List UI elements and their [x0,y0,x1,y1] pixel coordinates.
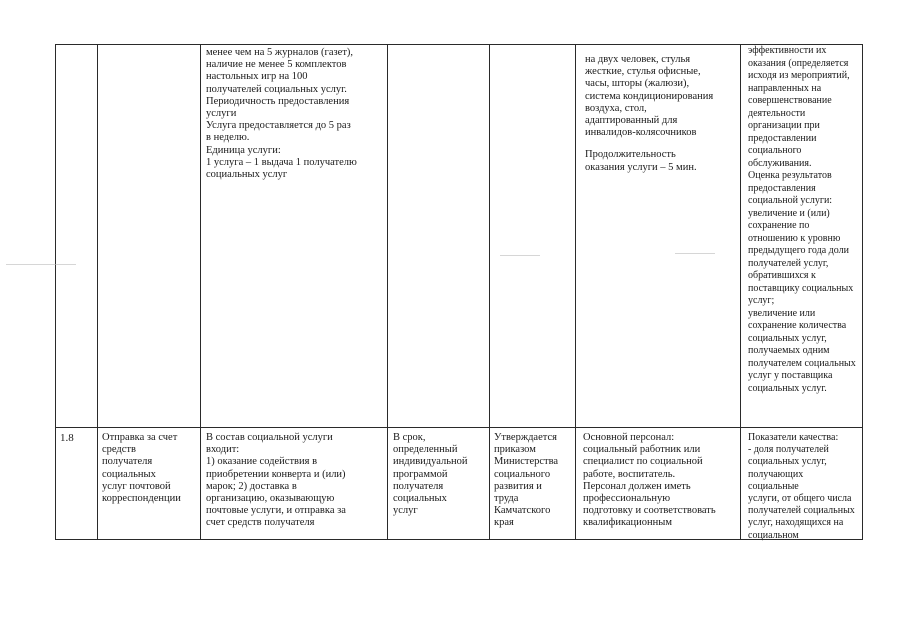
cell-line: обслуживания. [748,157,812,169]
staff-requirements-cell [583,432,736,530]
cell-line: Отправка за счет [102,432,178,443]
cell-line: социальных услуг. [748,382,827,394]
cell-line: услуги [206,108,237,120]
cell-line: 1) оказание содействия в [206,456,318,468]
cell-line: направленных на [748,82,822,94]
cell-line: предыдущего года доли [748,245,849,256]
cell-line: Утверждается [494,432,557,443]
cell-line: менее чем на 5 журналов (газет), [206,47,354,58]
cell-line: получающих социальные [748,468,804,492]
col-line-6 [740,44,741,540]
cell-line: эффективности их [748,45,827,56]
cell-line: Основной персонал: [583,432,675,443]
cell-line: услуг [393,505,418,517]
cell-line: предоставлении [748,132,817,144]
cell-line: подготовку и соответствовать [583,505,716,517]
col-line-3 [387,44,388,540]
col-line-4 [489,44,490,540]
cell-line: квалификационным [583,517,672,529]
cell-line: средств [102,444,136,456]
cell-line: получателей услуг, [748,257,829,269]
cell-line: получателей социальных услуг. [206,83,347,95]
cell-line: определенный [393,444,458,456]
top-row-periodicity-cell [206,47,382,181]
cell-line: в неделю. [206,132,250,144]
scan-smudge [6,264,76,265]
cell-line: социальных [102,468,156,480]
cell-line: социального [748,145,802,156]
cell-line: предоставления [748,182,816,194]
cell-line: В срок, [393,432,426,443]
cell-line: почтовые услуги, и отправка за [206,505,346,517]
cell-line: Продолжительность [585,149,676,161]
cell-line: сохранение по [748,220,810,231]
cell-line: адаптированный для [585,115,678,127]
top-row-equipment-cell [585,54,735,174]
cell-line: социальных [393,493,447,505]
cell-line: социальном [748,529,799,541]
cell-line: услуг почтовой [102,480,171,492]
cell-line: Периодичность предоставления [206,95,350,107]
cell-line: приказом [494,444,536,456]
quality-indicators-cell [748,432,856,542]
cell-line: Единица услуги: [206,144,281,156]
service-name-cell [102,432,196,505]
cell-line: услуг; [748,295,775,306]
cell-line: - доля получателей [748,444,829,456]
cell-line: система кондиционирования [585,90,714,102]
service-term-cell [393,432,485,517]
cell-line: социальной услуги: [748,195,833,206]
cell-line: Персонал должен иметь [583,480,691,492]
cell-line: социальных услуг, [748,456,827,468]
cell-line: социального [494,468,551,480]
cell-line: профессиональную [583,493,671,505]
cell-line: получателя [102,456,153,468]
cell-line: 1 услуга – 1 выдача 1 получателю [206,156,357,168]
cell-line: увеличение или [748,307,816,319]
cell-line: услуг, находящихся на [748,517,844,529]
col-line-0 [55,44,56,540]
cell-line: услуг у поставщика [748,370,833,381]
cell-line: часы, шторы (жалюзи), [585,78,690,90]
cell-line: совершенствование [748,95,832,106]
col-line-7 [862,44,863,540]
cell-line: на двух человек, стулья [585,54,691,65]
cell-line: оказания (определяется [748,57,849,69]
col-line-1 [97,44,98,540]
cell-line: индивидуальной [393,456,468,468]
cell-line: настольных игр на 100 [206,71,308,83]
cell-line: получателя [393,480,444,492]
cell-line: обратившихся к [748,270,816,281]
scan-smudge [500,255,540,256]
cell-line: организацию, оказывающую [206,493,335,505]
service-scope-cell [206,432,382,530]
tariff-cell [494,432,572,530]
col-line-2 [200,44,201,540]
top-row-evaluation-cell [748,45,856,395]
cell-line: социальных услуг [206,169,288,181]
cell-line: входит: [206,444,240,456]
cell-line: приобретении конверта и (или) [206,468,346,480]
row-number: 1.8 [60,432,74,444]
cell-line: Услуга предоставляется до 5 раз [206,120,351,132]
cell-line: края [494,517,514,529]
cell-line: наличие не менее 5 комплектов [206,59,347,71]
cell-line: воздуха, стол, [585,102,647,114]
cell-line: Показатели качества: [748,432,839,443]
col-line-5 [575,44,576,540]
cell-line: оказания услуги – 5 мин. [585,161,697,173]
cell-line: увеличение и (или) [748,207,830,219]
cell-spacer [585,139,735,149]
cell-line: специалист по социальной [583,456,703,468]
cell-line: исходя из мероприятий, [748,70,850,81]
cell-line: В состав социальной услуги [206,432,333,443]
cell-line: получателей социальных [748,505,855,517]
cell-line: деятельности [748,107,806,119]
cell-line: Министерства [494,456,559,468]
cell-line: социальный работник или [583,444,701,456]
cell-line: отношению к уровню [748,232,841,244]
cell-line: жесткие, стулья офисные, [585,66,701,78]
cell-line: корреспонденции [102,493,181,505]
cell-line: развития и [494,480,542,492]
cell-line: Оценка результатов [748,170,832,181]
cell-line: поставщику социальных [748,282,854,294]
scan-smudge [675,253,715,254]
cell-line: счет средств получателя [206,517,315,529]
cell-line: организации при [748,120,820,131]
cell-line: труда [494,493,519,505]
cell-line: получателем социальных [748,357,856,369]
cell-line: марок; 2) доставка в [206,480,297,492]
cell-line: сохранение количества [748,320,847,331]
cell-line: инвалидов-колясочников [585,127,697,139]
cell-line: получаемых одним [748,345,830,356]
cell-line: программой [393,468,448,480]
cell-line: социальных услуг, [748,332,827,344]
cell-line: Камчатского [494,505,551,517]
cell-line: услуги, от общего числа [748,493,852,505]
cell-line: работе, воспитатель. [583,468,676,480]
